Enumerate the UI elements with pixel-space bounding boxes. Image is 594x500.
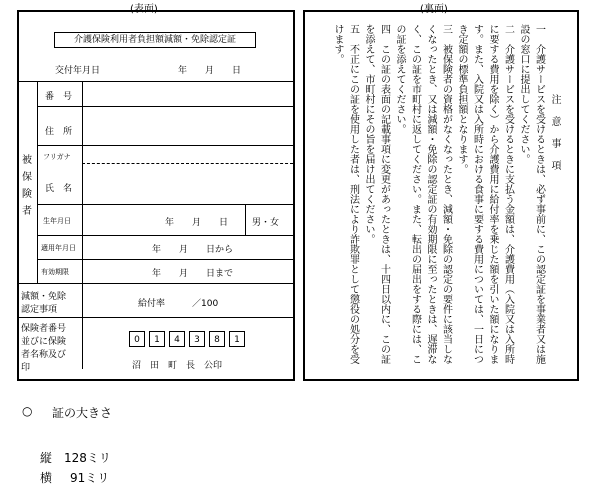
insurer-label-2: 並びに保険: [21, 337, 67, 347]
furigana-label: フリガナ: [43, 153, 71, 161]
valid-value: 年 月 日まで: [152, 269, 234, 279]
width-label: 横: [40, 471, 53, 485]
front-caption: (表面): [130, 4, 158, 15]
insurer-digit: 0: [129, 331, 145, 347]
insurer-name: 沼 田 町 長 公印: [132, 361, 223, 371]
insurer-digit: 8: [209, 331, 225, 347]
name-label: 氏 名: [45, 184, 73, 194]
address-label: 住 所: [45, 127, 73, 137]
gender-value: 男・女: [252, 218, 280, 228]
insurer-digit: 3: [189, 331, 205, 347]
note-item: 五 不正にこの証を使用した者は、刑法により詐欺罪として懲役の処分を受けます。: [332, 24, 359, 364]
notes-title: 注意事項: [549, 94, 560, 182]
insurer-digit: 4: [169, 331, 185, 347]
note-item: 四 この証の表面の記載事項に変更があったときは、十四日以内に、この証を添えて、市町村にその旨を届け出てください。: [363, 24, 390, 364]
size-bullet: ○: [22, 404, 33, 418]
width-value: 91ミリ: [70, 471, 110, 485]
notes-block: [312, 24, 562, 368]
birth-value: 年 月 日: [165, 218, 229, 228]
certificate-title: 介護保険利用者負担額減額・免除認定証: [54, 32, 256, 48]
birth-label: 生年月日: [43, 217, 71, 225]
insurer-digit: 1: [149, 331, 165, 347]
applied-value: 年 月 日から: [152, 245, 234, 255]
height-value: 128ミリ: [64, 451, 111, 465]
back-caption: (裏面): [420, 4, 448, 15]
insurer-label-1: 保険者番号: [21, 324, 67, 334]
size-heading: 証の大きさ: [52, 406, 113, 420]
note-item: 三 被保険者の資格がなくなったとき、減額・免除の認定の要件に該当しなくなったとき、又は減額・免除の認定証の有効期限に至ったときは、遅滞なく、この証を市町村に返してください。また、転出の届出をする際には、この証を添えてください。: [394, 24, 452, 364]
reduction-value: 給付率 ／100: [138, 299, 219, 309]
reduction-label-1: 減額・免除: [21, 292, 67, 302]
insurer-label-3: 者名称及び: [21, 350, 67, 360]
height-label: 縦: [40, 451, 53, 465]
number-label: 番 号: [45, 92, 73, 102]
issue-date-label: 交付年月日: [55, 66, 101, 76]
valid-label: 有効期限: [41, 268, 69, 276]
issue-date-value: 年 月 日: [178, 66, 242, 76]
insurer-label-4: 印: [21, 363, 31, 373]
insurer-digit: 1: [229, 331, 245, 347]
reduction-label-2: 認定事項: [21, 305, 58, 315]
note-item: 二 介護サービスを受けるときに支払う金額は、介護費用（入院又は入所時に要する費用を除く）から介護費用に給付率を乗じた額を引いた額になります。また、入院又は入所時における食事に要する費用については、一日につき定額の標準負担額となります。: [456, 24, 514, 364]
insured-label: 被 保 険 者: [22, 155, 32, 217]
note-item: 一 介護サービスを受けるときは、必ず事前に、この認定証を事業者又は施設の窓口に提出してください。: [518, 24, 545, 364]
applied-label: 適用年月日: [41, 244, 76, 252]
